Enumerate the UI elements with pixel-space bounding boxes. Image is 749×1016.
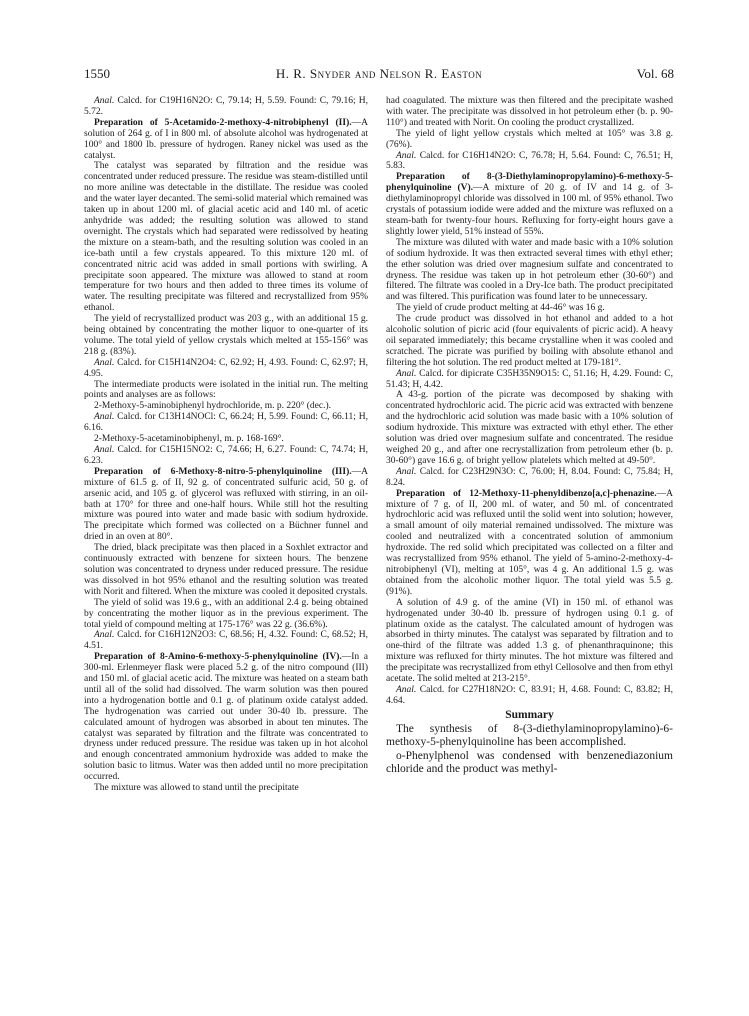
summary-paragraph: o-Phenylphenol was condensed with benzenediazonium chloride and the product was methyl- xyxy=(386,749,673,776)
anal-label: Anal. xyxy=(94,357,115,368)
body-paragraph: The mixture was allowed to stand until the precipitate xyxy=(94,783,299,794)
anal-label: Anal. xyxy=(94,412,115,423)
section-heading: Preparation of 8-Amino-6-methoxy-5-phenylquinoline (IV). xyxy=(94,652,342,663)
anal-label: Anal. xyxy=(396,466,417,477)
section-paragraph xyxy=(84,118,368,162)
page-header xyxy=(84,66,674,84)
section-paragraph xyxy=(84,652,368,783)
section-text: —A mixture of 7 g. of II, 200 ml. of water, and 50 ml. of concentrated hydrochloric acid was refluxed until the solid went into solution; however, a small amount of oily material remained undissolved. The mixture was cooled and neutralized with a concentrated solution of ammonium hydroxide. The red solid which precipitated was collected on a filter and was recrystallized from 95% ethanol. The yield of 5-amino-2-methoxy-4-nitrobiphenyl (VI), melting at 105°, was 4 g. An additional 1.5 g. was obtained from the alcoholic mother liquor. The total yield was 5.5 g. (91%). xyxy=(386,488,673,597)
section-paragraph xyxy=(386,172,673,237)
anal-label: Anal. xyxy=(94,96,115,106)
section-paragraph xyxy=(386,489,673,598)
body-paragraph: The catalyst was separated by filtration and the residue was concentrated under reduced pressure. The residue was steam-distilled until no more aniline was detectable in the distillate. The residue was cooled and the water layer decanted. The semi-solid material which remained was taken up in about 1200 ml. of glacial acetic acid and 140 ml. of acetic anhydride was added; the resulting solution was allowed to stand overnight. The crystals which had separated were redissolved by heating the mixture on a steam-bath, and the resulting solution was cooled in an ice-bath until a few crystals appeared. To this mixture 120 ml. of concentrated nitric acid was added in small portions with swirling. A precipitate soon appeared. The mixture was allowed to stand at room temperature for two hours and then added to three times its volume of water. The resulting precipitate was filtered and recrystallized from 95% ethanol. xyxy=(84,161,368,314)
body-paragraph: had coagulated. The mixture was then filtered and the precipitate washed with water. The precipitate was dissolved in hot petroleum ether (b. p. 90-110°) and treated with Norit. On cooling the product crystallized. xyxy=(386,96,673,128)
body-paragraph: The dried, black precipitate was then placed in a Soxhlet extractor and continuously extracted with benzene for sixteen hours. The benzene solution was concentrated to dryness under reduced pressure. The residue was dissolved in hot 95% ethanol and the resulting solution was treated with Norit and filtered. When the mixture was cooled it deposited crystals. xyxy=(84,543,368,597)
running-title: H. R. Snyder and Nelson R. Easton xyxy=(275,66,483,81)
section-heading: Preparation of 8-(3-Diethylaminopropylamino)-6-methoxy-5-phenylquinoline (V). xyxy=(386,172,673,194)
section-heading: Preparation of 5-Acetamido-2-methoxy-4-nitrobiphenyl (II). xyxy=(94,117,352,128)
analysis-line: Anal. Calcd. for C16H12N2O3: C, 68.56; H, 4.32. Found: C, 68.52; H, 4.51. xyxy=(84,630,368,652)
section-text: —A mixture of 20 g. of IV and 14 g. of 3-diethylaminopropyl chloride was dissolved in 100 ml. of 95% ethanol. Two crystals of potassium iodide were added and the mixture was refluxed on a steam-bath for twenty-four hours. Refluxing for forty-eight hours gave a slightly lower yield, 51% instead of 55%. xyxy=(386,183,673,237)
analysis-line: Anal. Calcd. for C13H14NOCl: C, 66.24; H, 5.99. Found: C, 66.11; H, 6.16. xyxy=(84,412,368,434)
left-column xyxy=(84,96,368,794)
body-paragraph: 2-Methoxy-5-aminobiphenyl hydrochloride, m. p. 220° (dec.). xyxy=(94,401,332,412)
body-paragraph: 2-Methoxy-5-acetaminobiphenyl, m. p. 168-169°. xyxy=(94,434,284,445)
page-number: 1550 xyxy=(84,66,110,81)
body-paragraph: The intermediate products were isolated in the initial run. The melting points and analyses are as follows: xyxy=(84,379,368,401)
section-heading: Preparation of 12-Methoxy-11-phenyldibenzo[a,c]-phenazine. xyxy=(396,488,657,499)
section-text: —A solution of 264 g. of I in 800 ml. of absolute alcohol was hydrogenated at 100° and 1800 lb. pressure of hydrogen. Raney nickel was used as the catalyst. xyxy=(84,117,368,161)
section-paragraph xyxy=(84,467,368,543)
anal-label: Anal. xyxy=(396,368,417,379)
right-column-body xyxy=(386,96,673,707)
body-paragraph: The crude product was dissolved in hot ethanol and added to a hot alcoholic solution of picric acid (four equivalents of picric acid). A heavy oil separated immediately; this became crystalline when it was cooled and scratched. The picrate was purified by boiling with absolute ethanol and filtering the hot solution. The red product melted at 179-181°. xyxy=(386,314,673,368)
anal-label: Anal. xyxy=(94,630,115,641)
section-text: —In a 300-ml. Erlenmeyer flask were placed 5.2 g. of the nitro compound (III) and 150 ml. of glacial acetic acid. The mixture was heated on a steam bath until all of the solid had dissolved. The warm solution was then poured into a hydrogenation bottle and 0.1 g. of platinum oxide catalyst added. The hydrogenation was carried out under 30-40 lb. pressure. The calculated amount of hydrogen was absorbed in about ten minutes. The catalyst was separated by filtration and the filtrate was concentrated to dryness under reduced pressure. The residue was taken up in hot alcohol and enough concentrated ammonium hydroxide was added to make the solution basic to litmus. Water was then added until no more precipitation occurred. xyxy=(84,652,368,783)
right-column xyxy=(386,96,673,777)
analysis-line: Anal. Calcd. for C15H14N2O4: C, 62.92; H, 4.93. Found: C, 62.97; H, 4.95. xyxy=(84,357,368,379)
analysis-line: Anal. Calcd. for C19H16N2O: C, 79.14; H, 5.59. Found: C, 79.16; H, 5.72. xyxy=(84,96,368,117)
analysis-line: Anal. Calcd. for dipicrate C35H35N9O15: C, 51.16; H, 4.29. Found: C, 51.43; H, 4.42. xyxy=(386,368,673,390)
body-paragraph: A 43-g. portion of the picrate was decomposed by shaking with concentrated hydrochloric acid. The picric acid was extracted with benzene and the hydrochloric acid solution was made basic with a 10% solution of sodium hydroxide. This mixture was extracted with ethyl ether. The ether solution was dried over magnesium sulfate and concentrated. The residue weighed 20 g., and after one recrystallization from petroleum ether (b. p. 30-60°) gave 16.6 g. of bright yellow platelets which melted at 49-50°. xyxy=(386,390,673,466)
anal-label: Anal. xyxy=(396,150,417,161)
analysis-line: Anal. Calcd. for C15H15NO2: C, 74.66; H, 6.27. Found: C, 74.74; H, 6.23. xyxy=(84,445,368,466)
body-paragraph: The yield of solid was 19.6 g., with an additional 2.4 g. being obtained by concentrating the mother liquor as in the previous experiment. The total yield of compound melting at 175-176° was 22 g. (36.6%). xyxy=(84,597,368,630)
summary-paragraph: The synthesis of 8-(3-diethylaminopropylamino)-6-methoxy-5-phenylquinoline has been accomplished. xyxy=(386,722,673,749)
volume-label: Vol. 68 xyxy=(636,66,674,81)
section-text: —A mixture of 61.5 g. of II, 92 g. of concentrated sulfuric acid, 50 g. of arsenic acid, and 105 g. of glycerol was refluxed with stirring, in an oil-bath at 170° for three and one-half hours. While still hot the resulting mixture was poured into water and made basic with sodium hydroxide. The precipitate which formed was collected on a Büchner funnel and dried in an oven at 80°. xyxy=(84,466,368,543)
body-paragraph: The yield of crude product melting at 44-46° was 16 g. xyxy=(396,303,605,314)
body-paragraph: The mixture was diluted with water and made basic with a 10% solution of sodium hydroxide. It was then extracted several times with ethyl ether; the ether solution was dried over magnesium sulfate and concentrated to dryness. The residue was taken up in hot petroleum ether (30-60°) and filtered. The filtrate was cooled in a Dry-Ice bath. The product precipitated and was filtered. This purification was found later to be unnecessary. xyxy=(386,237,673,303)
body-paragraph: A solution of 4.9 g. of the amine (VI) in 150 ml. of ethanol was hydrogenated under 30-40 lb. pressure of hydrogen using 0.1 g. of platinum oxide as the catalyst. The calculated amount of hydrogen was absorbed in thirty minutes. The catalyst was separated by filtration and to one-third of the filtrate was added 1.3 g. of phenanthraquinone; this mixture was refluxed for thirty minutes. The hot mixture was filtered and the precipitate was recrystallized from ethyl Cellosolve and then from ethyl acetate. The solid melted at 213-215°. xyxy=(386,597,674,685)
analysis-line: Anal. Calcd. for C27H18N2O: C, 83.91; H, 4.68. Found: C, 83.82; H, 4.64. xyxy=(386,684,673,706)
section-heading: Preparation of 6-Methoxy-8-nitro-5-phenylquinoline (III). xyxy=(94,466,352,477)
anal-label: Anal. xyxy=(396,684,417,695)
analysis-line: Anal. Calcd. for C16H14N2O: C, 76.78; H, 5.64. Found: C, 76.51; H, 5.83. xyxy=(386,150,673,172)
body-paragraph: The yield of recrystallized product was 203 g., with an additional 15 g. being obtained by concentrating the mother liquor to one-quarter of its volume. The total yield of yellow crystals which melted at 155-156° was 218 g. (83%). xyxy=(84,314,368,357)
analysis-line: Anal. Calcd. for C23H29N3O: C, 76.00; H, 8.04. Found: C, 75.84; H, 8.24. xyxy=(386,466,673,488)
body-paragraph: The yield of light yellow crystals which melted at 105° was 3.8 g. (76%). xyxy=(386,128,673,150)
summary-heading: Summary xyxy=(505,708,554,721)
anal-label: Anal. xyxy=(94,445,115,455)
